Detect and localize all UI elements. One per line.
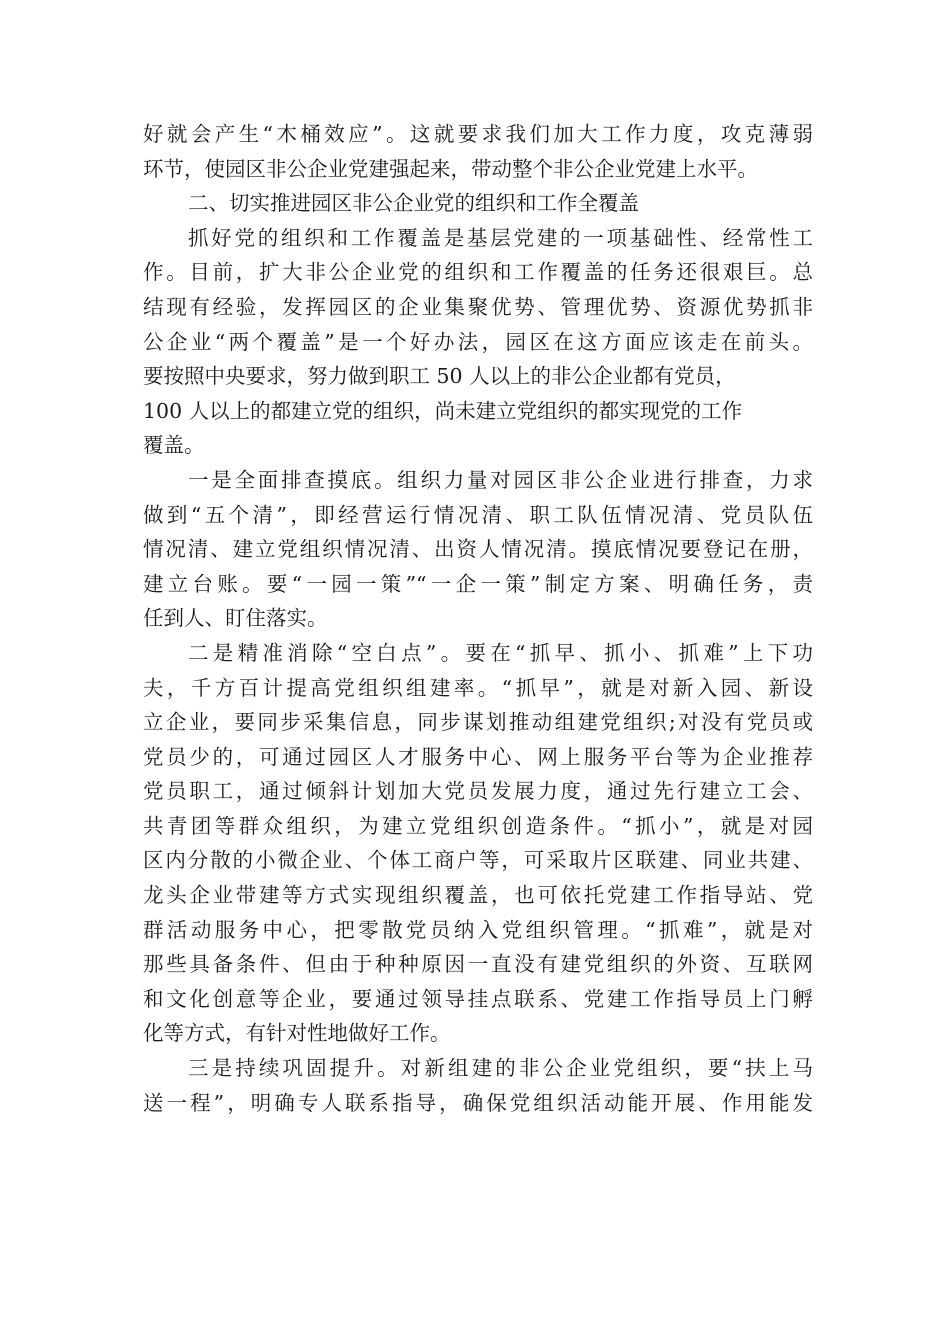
- text-line: 任到人、盯住落实。: [143, 606, 328, 631]
- text-line: 抓好党的组织和工作覆盖是基层党建的一项基础性、经常性工: [188, 225, 813, 250]
- text-line: 100 人以上的都建立党的组织，尚未建立党组织的都实现党的工作: [143, 398, 743, 423]
- text-line: 化等方式，有针对性地做好工作。: [143, 1021, 451, 1046]
- text-line: 公企业“两个覆盖”是一个好办法，园区在这方面应该走在前头。: [143, 329, 813, 354]
- text-line: 二、切实推进园区非公企业党的组织和工作全覆盖: [188, 191, 639, 216]
- text-line: 结现有经验，发挥园区的企业集聚优势、管理优势、资源优势抓非: [143, 294, 813, 319]
- text-line: 一是全面排查摸底。组织力量对园区非公企业进行排查，力求: [188, 467, 813, 492]
- text-line: 夫，千方百计提高党组织组建率。“抓早”，就是对新入园、新设: [143, 675, 813, 700]
- text-line: 那些具备条件、但由于种种原因一直没有建党组织的外资、互联网: [143, 952, 813, 977]
- text-line: 作。目前，扩大非公企业党的组织和工作覆盖的任务还很艰巨。总: [143, 260, 813, 285]
- text-line: 覆盖。: [143, 433, 205, 458]
- text-line: 龙头企业带建等方式实现组织覆盖，也可依托党建工作指导站、党: [143, 883, 813, 908]
- text-line: 三是持续巩固提升。对新组建的非公企业党组织，要“扶上马: [188, 1056, 813, 1081]
- text-line: 和文化创意等企业，要通过领导挂点联系、党建工作指导员上门孵: [143, 986, 813, 1011]
- text-line: 二是精准消除“空白点”。要在“抓早、抓小、抓难”上下功: [188, 640, 813, 665]
- text-line: 共青团等群众组织，为建立党组织创造条件。“抓小”，就是对园: [143, 813, 813, 838]
- text-line: 环节，使园区非公企业党建强起来，带动整个非公企业党建上水平。: [143, 156, 758, 181]
- text-line: 群活动服务中心，把零散党员纳入党组织管理。“抓难”，就是对: [143, 917, 813, 942]
- text-line: 区内分散的小微企业、个体工商户等，可采取片区联建、同业共建、: [143, 848, 813, 873]
- text-line: 做到“五个清”，即经营运行情况清、职工队伍情况清、党员队伍: [143, 502, 813, 527]
- text-line: 立企业，要同步采集信息，同步谋划推动组建党组织;对没有党员或: [143, 710, 813, 735]
- text-line: 建立台账。要“一园一策”“一企一策”制定方案、明确任务，责: [143, 571, 813, 596]
- text-line: 党员少的，可通过园区人才服务中心、网上服务平台等为企业推荐: [143, 744, 813, 769]
- text-line: 情况清、建立党组织情况清、出资人情况清。摸底情况要登记在册，: [143, 537, 813, 562]
- document-body: [143, 117, 813, 1120]
- text-line: 好就会产生“木桶效应”。这就要求我们加大工作力度，攻克薄弱: [143, 122, 813, 146]
- text-line: 送一程”，明确专人联系指导，确保党组织活动能开展、作用能发: [143, 1090, 813, 1115]
- text-line: 要按照中央要求，努力做到职工 50 人以上的非公企业都有党员，: [143, 364, 736, 389]
- text-line: 党员职工，通过倾斜计划加大党员发展力度，通过先行建立工会、: [143, 779, 813, 804]
